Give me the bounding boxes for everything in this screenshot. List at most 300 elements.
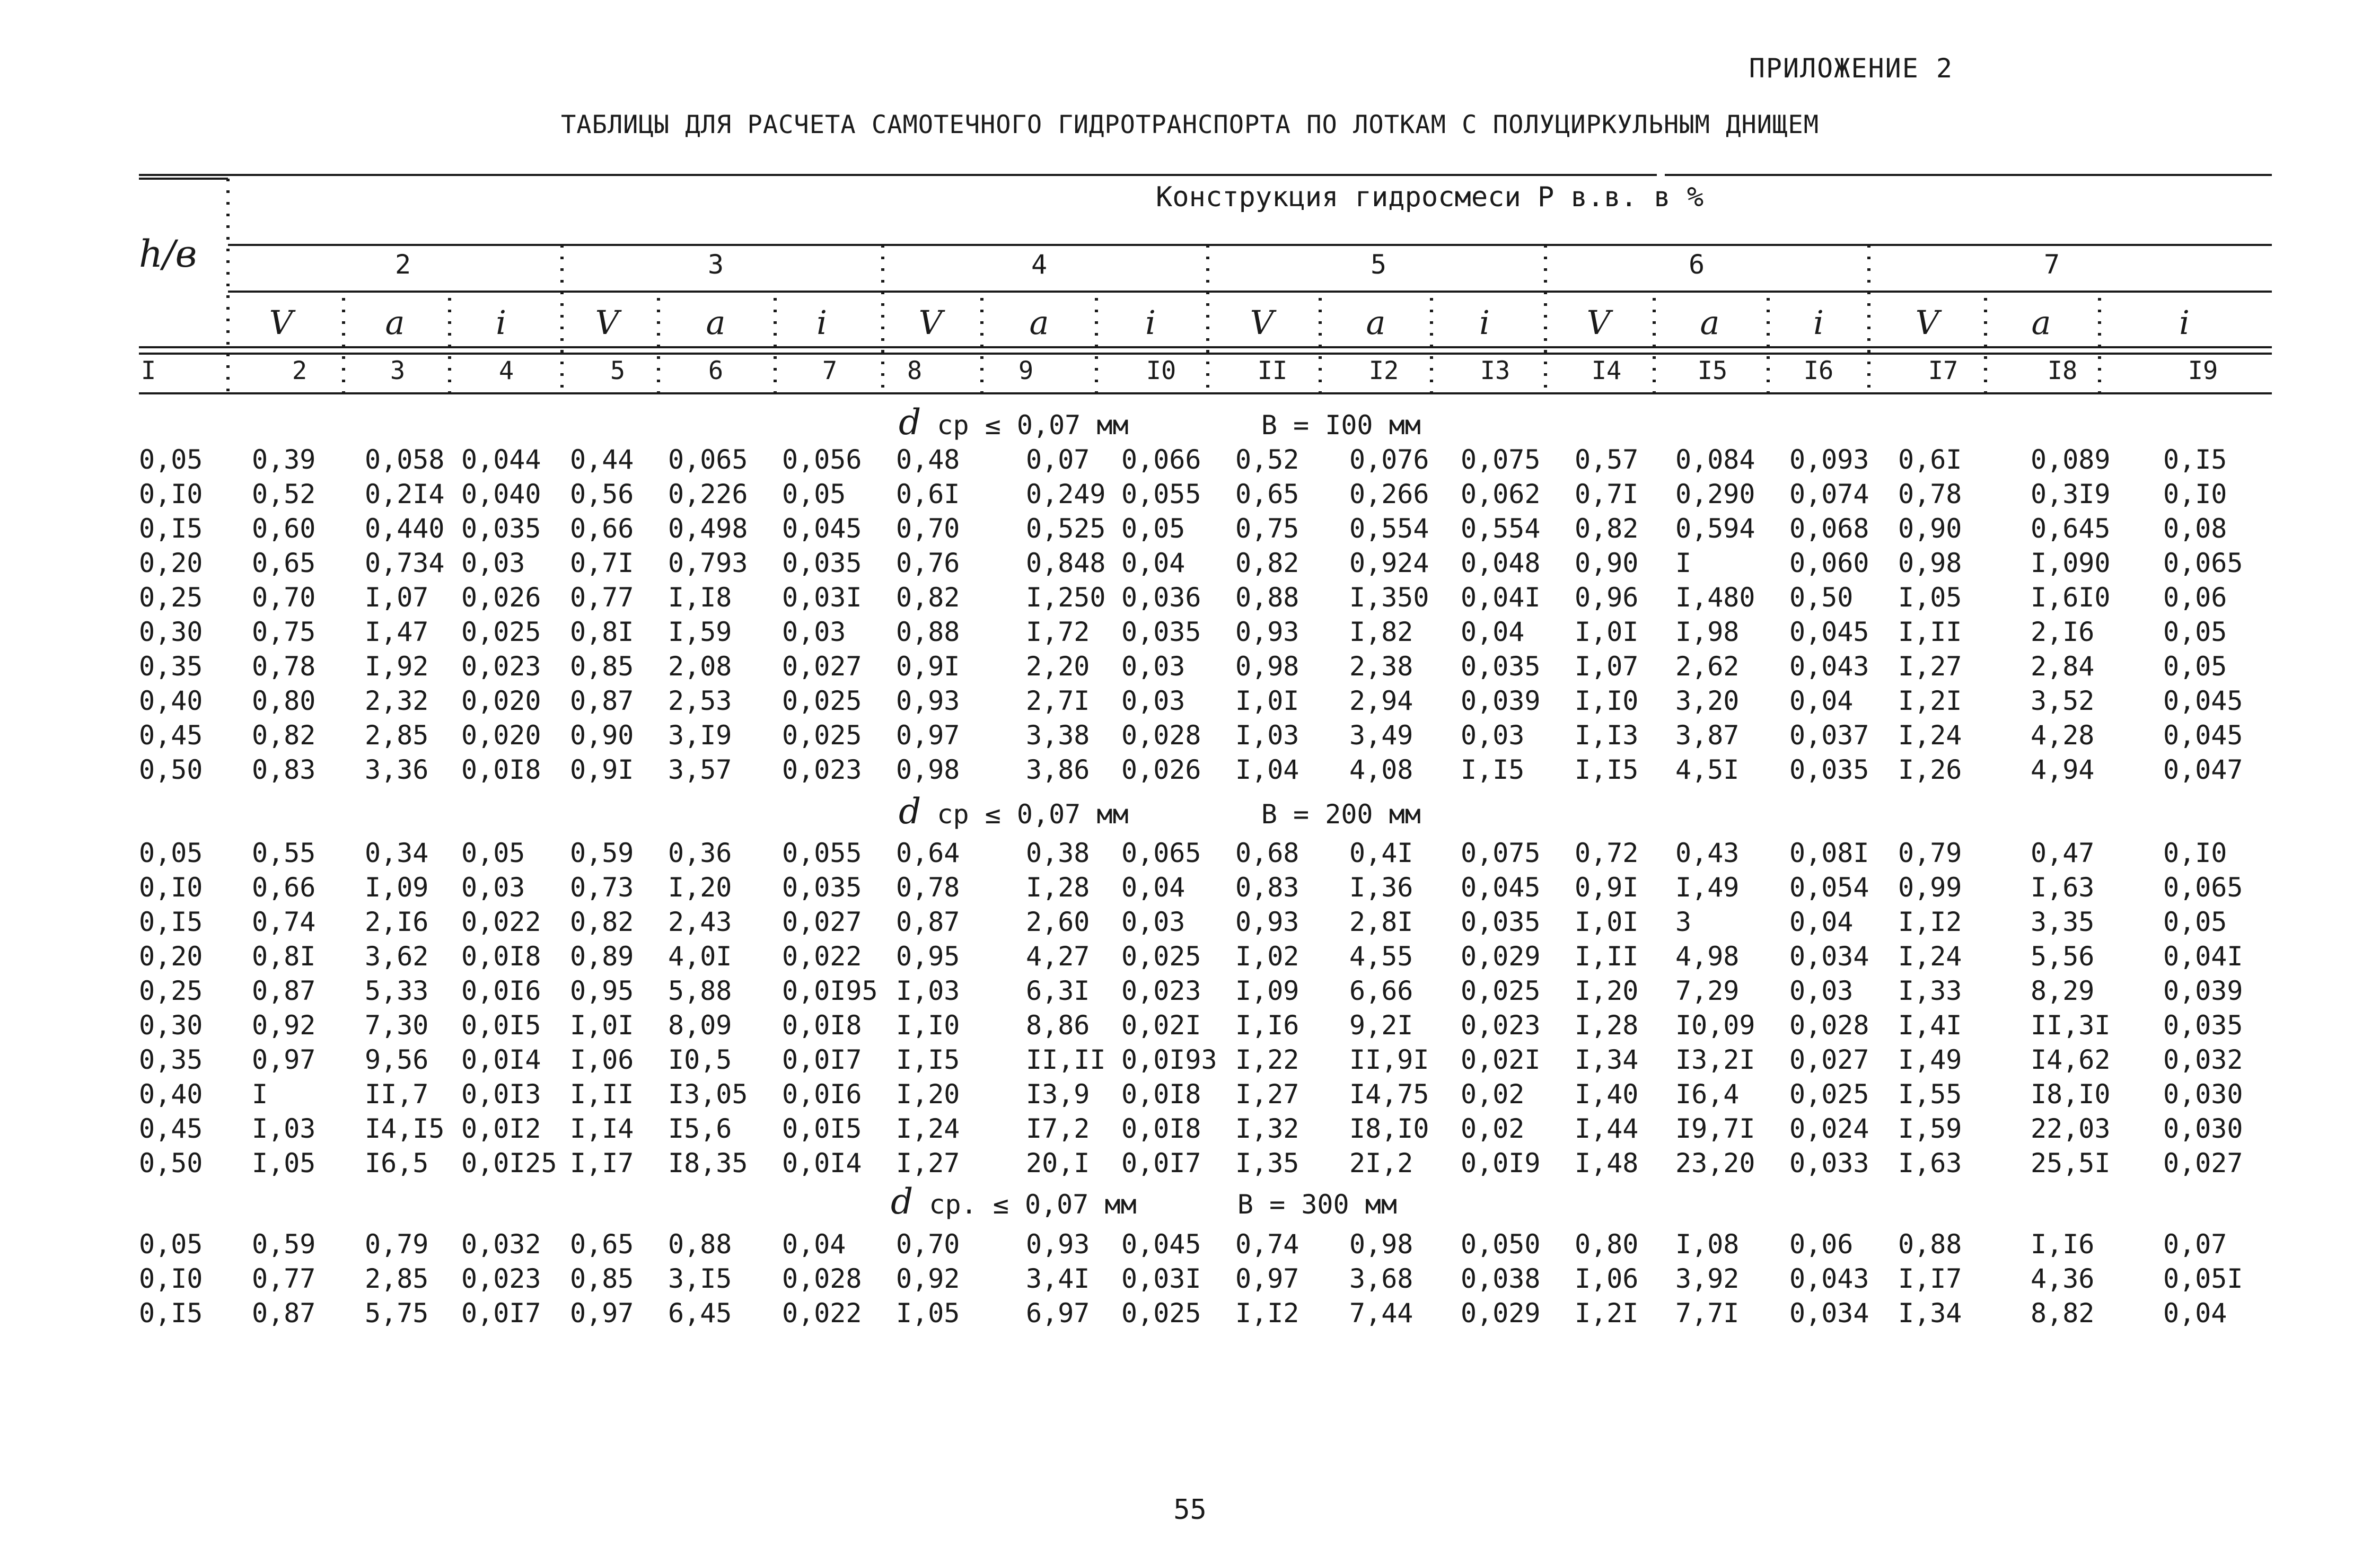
table-cell: 3,92 xyxy=(1675,1263,1740,1294)
table-cell: 0,08I xyxy=(1789,838,1869,868)
row-ratio-cell: 0,45 xyxy=(139,720,203,751)
section-width: В = 200 мм xyxy=(1261,799,1421,830)
row-ratio-cell: 0,40 xyxy=(139,1079,203,1110)
group-7: 7 xyxy=(2043,249,2060,280)
table-cell: 0,9I xyxy=(570,754,634,785)
table-cell: I,24 xyxy=(1898,941,1962,972)
table-cell: II,3I xyxy=(2031,1010,2111,1041)
table-cell: 0,82 xyxy=(1235,548,1299,578)
table-cell: 0,87 xyxy=(252,975,316,1006)
table-cell: 0,04 xyxy=(1121,548,1185,578)
table-cell: 0,045 xyxy=(2163,720,2243,751)
table-cell: 0,96 xyxy=(1575,582,1639,613)
table-cell: 0,0I8 xyxy=(461,941,541,972)
kind-v: V xyxy=(918,303,943,342)
table-cell: 0,79 xyxy=(1898,838,1962,868)
table-cell: 0,90 xyxy=(1898,513,1962,544)
table-cell: 0,75 xyxy=(1235,513,1299,544)
table-cell: II,7 xyxy=(365,1079,429,1110)
table-cell: 0,95 xyxy=(570,975,634,1006)
kind-a: a xyxy=(1366,303,1386,342)
table-cell: 8,82 xyxy=(2031,1298,2095,1329)
table-cell: 0,87 xyxy=(896,907,960,937)
table-cell: 0,030 xyxy=(2163,1113,2243,1144)
table-cell: I,63 xyxy=(2031,872,2095,903)
table-cell: 2I,2 xyxy=(1349,1148,1413,1179)
table-cell: 0,594 xyxy=(1675,513,1755,544)
table-cell: II,II xyxy=(1026,1044,1106,1075)
kind-a: a xyxy=(706,303,726,342)
table-cell: 6,66 xyxy=(1349,975,1413,1006)
table-cell: I,06 xyxy=(570,1044,634,1075)
table-cell: 0,0I7 xyxy=(782,1044,862,1075)
section-condition: ср. ≤ 0,07 мм xyxy=(929,1189,1137,1220)
table-cell: I8,I0 xyxy=(1349,1113,1429,1144)
table-cell: 0,05 xyxy=(1121,513,1185,544)
table-cell: I,I5 xyxy=(1461,754,1525,785)
table-cell: 0,022 xyxy=(782,1298,862,1329)
table-cell: 0,024 xyxy=(1789,1113,1869,1144)
table-cell: 0,7I xyxy=(1575,479,1639,509)
table-cell: 0,035 xyxy=(1461,907,1541,937)
table-cell: 0,020 xyxy=(461,685,541,716)
table-cell: 0,04 xyxy=(1461,617,1525,647)
table-cell: 0,03 xyxy=(461,872,525,903)
table-cell: 0,04 xyxy=(2163,1298,2227,1329)
table-cell: 0,80 xyxy=(1575,1229,1639,1260)
table-cell: I,22 xyxy=(1235,1044,1299,1075)
row-ratio-cell: 0,25 xyxy=(139,975,203,1006)
table-cell: 0,037 xyxy=(1789,720,1869,751)
table-cell: 0,075 xyxy=(1461,444,1541,475)
table-cell: 0,0I93 xyxy=(1121,1044,1217,1075)
table-cell: I6,5 xyxy=(365,1148,429,1179)
row-ratio-cell: 0,I5 xyxy=(139,513,203,544)
col-number: I4 xyxy=(1591,356,1622,385)
table-cell: 0,035 xyxy=(1461,651,1541,682)
row-ratio-cell: 0,05 xyxy=(139,444,203,475)
table-cell: 0,226 xyxy=(668,479,748,509)
table-cell: I,I3 xyxy=(1575,720,1639,751)
table-cell: 2,I6 xyxy=(2031,617,2095,647)
table-cell: I,32 xyxy=(1235,1113,1299,1144)
table-cell: I xyxy=(1675,548,1692,578)
row-ratio-cell: 0,30 xyxy=(139,617,203,647)
table-cell: 0,440 xyxy=(365,513,445,544)
table-cell: 0,02I xyxy=(1121,1010,1201,1041)
table-cell: 0,498 xyxy=(668,513,748,544)
table-cell: 0,048 xyxy=(1461,548,1541,578)
table-cell: 5,56 xyxy=(2031,941,2095,972)
table-cell: I,36 xyxy=(1349,872,1413,903)
table-cell: 0,03 xyxy=(1121,685,1185,716)
table-cell: 0,035 xyxy=(2163,1010,2243,1041)
kind-i: i xyxy=(1145,303,1156,342)
table-cell: 0,0I95 xyxy=(782,975,878,1006)
kind-v: V xyxy=(1250,303,1274,342)
table-cell: 0,6I xyxy=(896,479,960,509)
table-cell: 0,06 xyxy=(1789,1229,1854,1260)
table-cell: 0,98 xyxy=(1898,548,1962,578)
table-cell: 0,65 xyxy=(1235,479,1299,509)
table-cell: 0,0I6 xyxy=(461,975,541,1006)
table-cell: 0,026 xyxy=(461,582,541,613)
table-cell: 7,44 xyxy=(1349,1298,1413,1329)
table-cell: 0,035 xyxy=(461,513,541,544)
kind-i: i xyxy=(1479,303,1490,342)
table-cell: 5,33 xyxy=(365,975,429,1006)
table-cell: I,I6 xyxy=(1235,1010,1299,1041)
table-cell: 0,82 xyxy=(1575,513,1639,544)
table-cell: 0,90 xyxy=(570,720,634,751)
table-cell: I,03 xyxy=(1235,720,1299,751)
table-cell: 0,027 xyxy=(782,651,862,682)
table-cell: 0,59 xyxy=(252,1229,316,1260)
table-cell: 0,062 xyxy=(1461,479,1541,509)
table-cell: 5,88 xyxy=(668,975,732,1006)
table-cell: 0,34 xyxy=(365,838,429,868)
diameter-symbol: d xyxy=(891,1181,914,1222)
table-cell: 0,035 xyxy=(782,548,862,578)
row-ratio-cell: 0,40 xyxy=(139,685,203,716)
table-cell: I,I5 xyxy=(896,1044,960,1075)
table-cell: I,09 xyxy=(1235,975,1299,1006)
table-cell: I,0I xyxy=(1575,907,1639,937)
table-cell: 0,36 xyxy=(668,838,732,868)
table-cell: 0,98 xyxy=(1349,1229,1413,1260)
table-cell: 7,30 xyxy=(365,1010,429,1041)
table-cell: 0,3I9 xyxy=(2031,479,2111,509)
section-header xyxy=(891,1181,1397,1222)
table-cell: 22,03 xyxy=(2031,1113,2111,1144)
table-cell: 2,43 xyxy=(668,907,732,937)
table-cell: 0,83 xyxy=(252,754,316,785)
table-cell: 0,084 xyxy=(1675,444,1755,475)
table-cell: 2,8I xyxy=(1349,907,1413,937)
row-ratio-cell: 0,05 xyxy=(139,838,203,868)
table-cell: 0,52 xyxy=(1235,444,1299,475)
table-cell: 0,97 xyxy=(570,1298,634,1329)
table-cell: 0,04 xyxy=(782,1229,846,1260)
table-cell: 0,03 xyxy=(1461,720,1525,751)
table-cell: 0,04 xyxy=(1121,872,1185,903)
table-cell: 0,66 xyxy=(570,513,634,544)
table-cell: 0,0I7 xyxy=(461,1298,541,1329)
table-cell: 0,82 xyxy=(252,720,316,751)
table-cell: 0,9I xyxy=(896,651,960,682)
table-cell: 0,0I2 xyxy=(461,1113,541,1144)
table-cell: 0,249 xyxy=(1026,479,1106,509)
group-2: 2 xyxy=(394,249,411,280)
table-cell: I7,2 xyxy=(1026,1113,1090,1144)
table-cell: 4,08 xyxy=(1349,754,1413,785)
table-cell: 4,27 xyxy=(1026,941,1090,972)
table-cell: 0,75 xyxy=(252,617,316,647)
table-cell: 0,03 xyxy=(1121,651,1185,682)
table-cell: I,20 xyxy=(668,872,732,903)
table-cell: 0,66 xyxy=(252,872,316,903)
table-cell: 0,075 xyxy=(1461,838,1541,868)
table-cell: I,I2 xyxy=(1898,907,1962,937)
table-cell: 0,045 xyxy=(1461,872,1541,903)
table-cell: 4,98 xyxy=(1675,941,1740,972)
table-cell: 0,07 xyxy=(1026,444,1090,475)
table-cell: 3,86 xyxy=(1026,754,1090,785)
table-cell: 0,39 xyxy=(252,444,316,475)
table-cell: 0,025 xyxy=(1121,941,1201,972)
table-cell: 0,045 xyxy=(2163,685,2243,716)
table-cell: 0,793 xyxy=(668,548,748,578)
table-cell: 0,79 xyxy=(365,1229,429,1260)
table-cell: 8,86 xyxy=(1026,1010,1090,1041)
table-cell: I,44 xyxy=(1575,1113,1639,1144)
table-cell: I,82 xyxy=(1349,617,1413,647)
table-cell: 0,57 xyxy=(1575,444,1639,475)
section-condition: ср ≤ 0,07 мм xyxy=(937,799,1129,830)
table-cell: 0,7I xyxy=(570,548,634,578)
col-number: I6 xyxy=(1803,356,1834,385)
table-cell: 0,05 xyxy=(2163,617,2227,647)
table-cell: 0,88 xyxy=(1898,1229,1962,1260)
row-ratio-cell: 0,I5 xyxy=(139,1298,203,1329)
table-cell: I6,4 xyxy=(1675,1079,1740,1110)
table-cell: 5,75 xyxy=(365,1298,429,1329)
page-number: 55 xyxy=(1173,1494,1207,1526)
table-cell: 0,50 xyxy=(1789,582,1854,613)
table-cell: 0,554 xyxy=(1461,513,1541,544)
table-cell: 3,57 xyxy=(668,754,732,785)
table-cell: I,27 xyxy=(1898,651,1962,682)
table-cell: 2,I6 xyxy=(365,907,429,937)
table-cell: 8,09 xyxy=(668,1010,732,1041)
col-number: I9 xyxy=(2188,356,2218,385)
table-cell: I,27 xyxy=(896,1148,960,1179)
table-cell: I,06 xyxy=(1575,1263,1639,1294)
table-cell: I,090 xyxy=(2031,548,2111,578)
table-cell: I5,6 xyxy=(668,1113,732,1144)
table-cell: I,09 xyxy=(365,872,429,903)
table-cell: 0,05 xyxy=(2163,907,2227,937)
table-cell: 0,026 xyxy=(1121,754,1201,785)
table-cell: 0,035 xyxy=(1789,754,1869,785)
table-cell: 0,047 xyxy=(2163,754,2243,785)
table-cell: 0,93 xyxy=(1235,907,1299,937)
table-cell: 0,05 xyxy=(2163,651,2227,682)
table-cell: 0,066 xyxy=(1121,444,1201,475)
table-cell: 3,I9 xyxy=(668,720,732,751)
table-cell: 6,45 xyxy=(668,1298,732,1329)
table-cell: I,I7 xyxy=(570,1148,634,1179)
page-title: ТАБЛИЦЫ ДЛЯ РАСЧЕТА САМОТЕЧНОГО ГИДРОТРАНСПОРТА ПО ЛОТКАМ С ПОЛУЦИРКУЛЬНЫМ ДНИЩЕМ xyxy=(560,110,1819,139)
table-cell: 4,5I xyxy=(1675,754,1740,785)
table-cell: 0,0I7 xyxy=(1121,1148,1201,1179)
table-cell: 0,82 xyxy=(570,907,634,937)
table-cell: 0,64 xyxy=(896,838,960,868)
group-6: 6 xyxy=(1688,249,1705,280)
table-cell: 0,023 xyxy=(461,651,541,682)
table-cell: 0,030 xyxy=(2163,1079,2243,1110)
table-cell: 3,52 xyxy=(2031,685,2095,716)
table-cell: 0,97 xyxy=(252,1044,316,1075)
table-cell: I,480 xyxy=(1675,582,1755,613)
table-cell: 2,85 xyxy=(365,720,429,751)
table-cell: I3,2I xyxy=(1675,1044,1755,1075)
col-number: I8 xyxy=(2047,356,2078,385)
table-cell: 0,4I xyxy=(1349,838,1413,868)
group-5: 5 xyxy=(1370,249,1387,280)
table-cell: 0,054 xyxy=(1789,872,1869,903)
table-cell: 0,73 xyxy=(570,872,634,903)
table-cell: I,72 xyxy=(1026,617,1090,647)
table-cell: 0,68 xyxy=(1235,838,1299,868)
table-cell: 0,089 xyxy=(2031,444,2111,475)
kind-v: V xyxy=(1915,303,1939,342)
table-cell: 0,72 xyxy=(1575,838,1639,868)
table-cell: 4,55 xyxy=(1349,941,1413,972)
table-cell: 3,87 xyxy=(1675,720,1740,751)
table-cell: 0,0I25 xyxy=(461,1148,557,1179)
table-cell: 4,28 xyxy=(2031,720,2095,751)
table-cell: 0,0I3 xyxy=(461,1079,541,1110)
table-cell: 0,045 xyxy=(1789,617,1869,647)
table-cell: I,47 xyxy=(365,617,429,647)
table-cell: I4,75 xyxy=(1349,1079,1429,1110)
table-cell: 0,025 xyxy=(782,685,862,716)
table-cell: 3,68 xyxy=(1349,1263,1413,1294)
construction-header xyxy=(1156,181,1703,213)
table-cell: I8,35 xyxy=(668,1148,748,1179)
table-cell: 0,05 xyxy=(782,479,846,509)
table-cell: 0,043 xyxy=(1789,651,1869,682)
row-ratio-cell: 0,I0 xyxy=(139,872,203,903)
table-cell: 2,62 xyxy=(1675,651,1740,682)
table-cell: I,24 xyxy=(896,1113,960,1144)
table-cell: I,33 xyxy=(1898,975,1962,1006)
table-cell: 0,0I8 xyxy=(782,1010,862,1041)
table-cell: 0,025 xyxy=(1461,975,1541,1006)
table-cell: 0,87 xyxy=(570,685,634,716)
table-cell: I,04 xyxy=(1235,754,1299,785)
table-cell: 0,050 xyxy=(1461,1229,1541,1260)
section-width: В = 300 мм xyxy=(1237,1189,1397,1220)
col-number: 4 xyxy=(498,356,514,385)
table-cell: 2,85 xyxy=(365,1263,429,1294)
table-cell: 0,03 xyxy=(1789,975,1854,1006)
table-cell: 0,48 xyxy=(896,444,960,475)
kind-v: V xyxy=(1586,303,1611,342)
table-cell: 0,034 xyxy=(1789,941,1869,972)
table-cell: 0,2I4 xyxy=(365,479,445,509)
table-cell: I8,I0 xyxy=(2031,1079,2111,1110)
table-cell: 9,56 xyxy=(365,1044,429,1075)
table-cell: 0,78 xyxy=(896,872,960,903)
table-cell: 8,29 xyxy=(2031,975,2095,1006)
table-cell: 0,025 xyxy=(1789,1079,1869,1110)
group-4: 4 xyxy=(1031,249,1048,280)
table-cell: I,4I xyxy=(1898,1010,1962,1041)
table-cell: I,08 xyxy=(1675,1229,1740,1260)
table-cell: 0,70 xyxy=(896,1229,960,1260)
table-cell: 3,49 xyxy=(1349,720,1413,751)
table-cell: 0,38 xyxy=(1026,838,1090,868)
table-cell: 0,055 xyxy=(1121,479,1201,509)
table-cell: 0,80 xyxy=(252,685,316,716)
table-cell: 0,032 xyxy=(461,1229,541,1260)
table-cell: I,05 xyxy=(896,1298,960,1329)
table-cell: 0,88 xyxy=(1235,582,1299,613)
table-cell: I,63 xyxy=(1898,1148,1962,1179)
table-cell: 0,99 xyxy=(1898,872,1962,903)
col-number: 2 xyxy=(292,356,308,385)
table-cell: I,55 xyxy=(1898,1079,1962,1110)
table-cell: 0,05 xyxy=(461,838,525,868)
table-cell: I,03 xyxy=(252,1113,316,1144)
table-cell: 2,84 xyxy=(2031,651,2095,682)
table-cell: 0,074 xyxy=(1789,479,1869,509)
table-cell: 0,645 xyxy=(2031,513,2111,544)
table-cell: 0,74 xyxy=(1235,1229,1299,1260)
table-cell: 0,023 xyxy=(782,754,862,785)
row-ratio-cell: 0,35 xyxy=(139,651,203,682)
table-cell: 2,7I xyxy=(1026,685,1090,716)
table-cell: 0,0I8 xyxy=(1121,1079,1201,1110)
col-number: 8 xyxy=(907,356,923,385)
table-cell: 0,045 xyxy=(782,513,862,544)
col-number: I0 xyxy=(1146,356,1176,385)
table-cell: 0,07 xyxy=(2163,1229,2227,1260)
table-cell: I xyxy=(252,1079,268,1110)
table-cell: 0,025 xyxy=(1121,1298,1201,1329)
table-cell: I,05 xyxy=(1898,582,1962,613)
table-cell: 0,56 xyxy=(570,479,634,509)
table-cell: 0,97 xyxy=(1235,1263,1299,1294)
col-number: I2 xyxy=(1368,356,1399,385)
table-cell: 4,36 xyxy=(2031,1263,2095,1294)
table-cell: 0,60 xyxy=(252,513,316,544)
table-cell: 0,060 xyxy=(1789,548,1869,578)
table-cell: 0,82 xyxy=(896,582,960,613)
table-cell: 0,44 xyxy=(570,444,634,475)
table-cell: 0,70 xyxy=(896,513,960,544)
table-cell: 0,023 xyxy=(461,1263,541,1294)
table-cell: 0,I0 xyxy=(2163,479,2227,509)
table-cell: 0,88 xyxy=(668,1229,732,1260)
table-cell: 3,4I xyxy=(1026,1263,1090,1294)
table-cell: 0,039 xyxy=(1461,685,1541,716)
table-cell: 0,0I4 xyxy=(782,1148,862,1179)
table-cell: 0,0I8 xyxy=(461,754,541,785)
table-cell: 0,025 xyxy=(461,617,541,647)
table-cell: 0,058 xyxy=(365,444,445,475)
table-cell: I,0I xyxy=(570,1010,634,1041)
table-cell: 0,043 xyxy=(1789,1263,1869,1294)
kind-i: i xyxy=(496,303,506,342)
kind-i: i xyxy=(816,303,827,342)
table-cell: I,I4 xyxy=(570,1113,634,1144)
table-cell: I,I6 xyxy=(2031,1229,2095,1260)
table-cell: I3,05 xyxy=(668,1079,748,1110)
table-cell: 0,03 xyxy=(1121,907,1185,937)
kind-i: i xyxy=(2179,303,2190,342)
row-ratio-cell: 0,I0 xyxy=(139,1263,203,1294)
table-cell: 0,98 xyxy=(896,754,960,785)
table-cell: 0,034 xyxy=(1789,1298,1869,1329)
table-cell: 0,43 xyxy=(1675,838,1740,868)
table-cell: 0,065 xyxy=(668,444,748,475)
table-cell: 0,022 xyxy=(782,941,862,972)
table-cell: I,0I xyxy=(1575,617,1639,647)
table-cell: 4,0I xyxy=(668,941,732,972)
